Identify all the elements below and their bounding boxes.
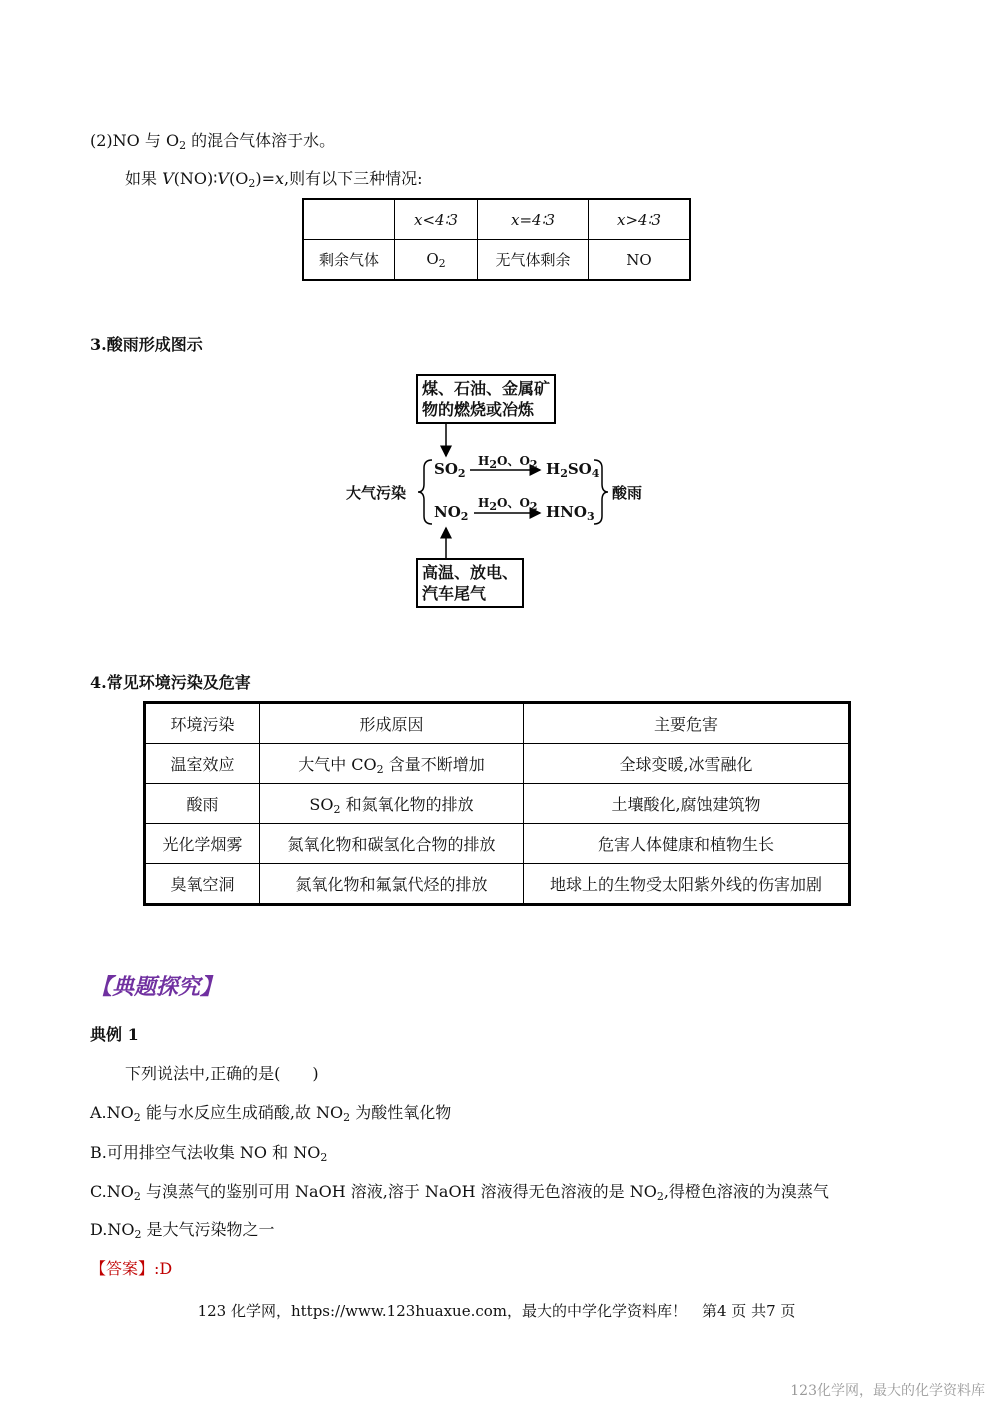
table-row (145, 824, 850, 864)
answer-label: 【答案】 (90, 1259, 155, 1278)
table-row (303, 199, 690, 240)
source-box-top: 煤、石油、金属矿 物的燃烧或冶炼 (416, 374, 556, 424)
table-cell: 地球上的生物受太阳紫外线的伤害加剧 (524, 864, 850, 905)
so2-condition: $H_2O$、$O_2$ (478, 454, 538, 471)
intro-line-1: (2)NO 与 $O_2$ 的混合气体溶于水。 (90, 131, 336, 152)
example-heading: 【典题探究】 (90, 974, 223, 1000)
table-cell: $O_2$ (395, 240, 478, 281)
no2-label: $NO_2$ (434, 503, 469, 523)
table-row (145, 744, 850, 784)
gas-ratio-table (302, 198, 691, 281)
section-3-title: 3.酸雨形成图示 (90, 335, 203, 354)
table-cell: 氮氧化物和碳氢化合物的排放 (260, 824, 524, 864)
h2so4-label: $H_2SO_4$ (546, 460, 600, 480)
watermark: 123化学网，最大的化学资料库 (790, 1383, 985, 1399)
table-header: 环境污染 (145, 703, 260, 744)
table-header: 主要危害 (524, 703, 850, 744)
table-cell: 臭氧空洞 (145, 864, 260, 905)
table-cell: 大气中 $CO_2$ 含量不断增加 (260, 744, 524, 784)
option-c: $C.NO_2$ 与溴蒸气的鉴别可用 NaOH 溶液,溶于 NaOH 溶液得无色溶液的是 $NO_2$,得橙色溶液的为溴蒸气 (90, 1182, 829, 1203)
table-cell: 土壤酸化,腐蚀建筑物 (524, 784, 850, 824)
table-cell: 温室效应 (145, 744, 260, 784)
table-cell: 氮氧化物和氟氯代烃的排放 (260, 864, 524, 905)
table-cell: 酸雨 (145, 784, 260, 824)
table-cell: NO (589, 240, 691, 281)
table-cell: $SO_2$ 和氮氧化物的排放 (260, 784, 524, 824)
table-cell: 危害人体健康和植物生长 (524, 824, 850, 864)
table-row (145, 784, 850, 824)
no2-condition: $H_2O$、$O_2$ (478, 496, 538, 513)
pollution-label: 大气污染 (346, 484, 407, 502)
table-row (303, 240, 690, 281)
answer (90, 1256, 172, 1279)
option-d: $D.NO_2$ 是大气污染物之一 (90, 1220, 275, 1241)
answer-value: :D (154, 1259, 173, 1278)
table-cell: 全球变暖,冰雪融化 (524, 744, 850, 784)
section-4-title: 4.常见环境污染及危害 (90, 673, 251, 692)
pollution-table (143, 701, 851, 906)
table-header (303, 199, 395, 240)
hno3-label: $HNO_3$ (546, 503, 595, 523)
table-header: x=4∶3 (478, 199, 589, 240)
table-header: x<4∶3 (395, 199, 478, 240)
table-cell: 光化学烟雾 (145, 824, 260, 864)
table-row (145, 864, 850, 905)
table-header: 形成原因 (260, 703, 524, 744)
table-row (145, 703, 850, 744)
acid-rain-label: 酸雨 (612, 484, 643, 502)
left-brace (418, 460, 432, 524)
source-box-bottom: 高温、放电、 汽车尾气 (416, 558, 524, 608)
table-header: x>4∶3 (589, 199, 691, 240)
option-b: B.可用排空气法收集 NO 和 $NO_2$ (90, 1143, 328, 1164)
row-label: 剩余气体 (303, 240, 395, 281)
so2-label: $SO_2$ (434, 460, 466, 480)
example-question: 下列说法中,正确的是( ) (125, 1064, 319, 1083)
intro-line-2: 如果 $V(NO)∶V(O_2)=x$,则有以下三种情况: (125, 169, 423, 190)
option-a: $A.NO_2$ 能与水反应生成硝酸,故 $NO_2$ 为酸性氧化物 (90, 1103, 452, 1124)
acid-rain-diagram (340, 372, 660, 612)
example-label: 典例 1 (90, 1025, 139, 1044)
table-cell: 无气体剩余 (478, 240, 589, 281)
page-footer: 123 化学网，https://www.123huaxue.com，最大的中学化学资料库！ 第4 页 共7 页 (197, 1302, 796, 1320)
